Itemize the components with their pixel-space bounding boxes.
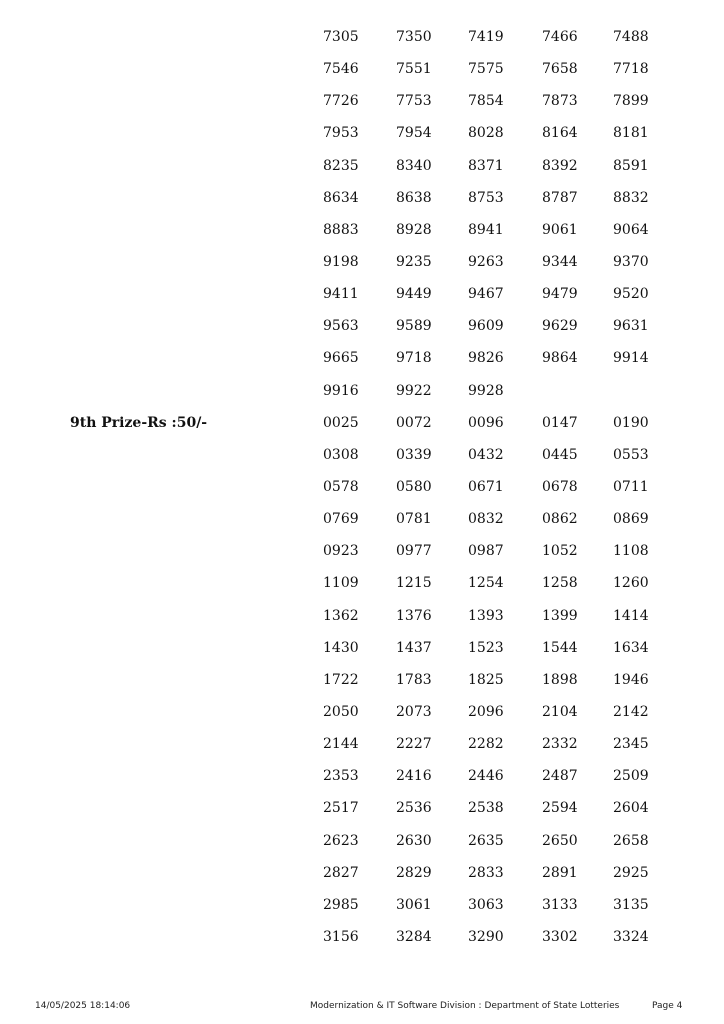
ticket-number: 2827 (323, 864, 359, 881)
ticket-number: 8028 (468, 125, 504, 142)
ticket-number: 0580 (396, 478, 432, 495)
ticket-number: 2517 (323, 800, 359, 817)
ticket-number: 2332 (542, 736, 578, 753)
ticket-number: 1898 (542, 671, 578, 688)
ticket-number: 2104 (542, 703, 578, 720)
ticket-number: 0769 (323, 511, 359, 528)
ticket-number: 2282 (468, 736, 504, 753)
ticket-number: 0862 (542, 511, 578, 528)
ticket-number: 1109 (323, 575, 359, 592)
ticket-number: 2604 (613, 800, 649, 817)
ticket-number: 2345 (613, 736, 649, 753)
ticket-number: 9064 (613, 221, 649, 238)
ticket-number: 9370 (613, 253, 649, 270)
ticket-number: 7546 (323, 61, 359, 78)
ticket-number: 2630 (396, 832, 432, 849)
ticket-number: 1215 (396, 575, 432, 592)
ticket-number: 2416 (396, 768, 432, 785)
footer-page-number: Page 4 (652, 1001, 683, 1011)
ticket-number: 7575 (468, 61, 504, 78)
ticket-number: 3324 (613, 928, 649, 945)
ticket-number: 1393 (468, 607, 504, 624)
ticket-number: 2623 (323, 832, 359, 849)
prize-number-table (0, 20, 724, 952)
ticket-number: 9826 (468, 350, 504, 367)
ticket-number: 3135 (613, 896, 649, 913)
ticket-number: 9718 (396, 350, 432, 367)
ticket-number: 8634 (323, 189, 359, 206)
ticket-number: 0445 (542, 446, 578, 463)
ticket-number: 1258 (542, 575, 578, 592)
ticket-number: 8638 (396, 189, 432, 206)
ticket-number: 2446 (468, 768, 504, 785)
ticket-number: 9061 (542, 221, 578, 238)
ticket-number: 1825 (468, 671, 504, 688)
ticket-number: 3061 (396, 896, 432, 913)
ticket-number: 2096 (468, 703, 504, 720)
ticket-number: 1946 (613, 671, 649, 688)
ticket-number: 2658 (613, 832, 649, 849)
footer-division: Modernization & IT Software Division : Department of State Lotteries (310, 1001, 620, 1011)
table-row (0, 856, 724, 888)
ticket-number: 1260 (613, 575, 649, 592)
table-row (0, 277, 724, 309)
table-row (0, 920, 724, 952)
table-row (0, 245, 724, 277)
ticket-number: 0987 (468, 543, 504, 560)
ticket-number: 2635 (468, 832, 504, 849)
ticket-number: 0578 (323, 478, 359, 495)
ticket-number: 2829 (396, 864, 432, 881)
ticket-number: 1254 (468, 575, 504, 592)
ticket-number: 0977 (396, 543, 432, 560)
ticket-number: 2509 (613, 768, 649, 785)
ticket-number: 8591 (613, 157, 649, 174)
ticket-number: 9563 (323, 318, 359, 335)
ticket-number: 0432 (468, 446, 504, 463)
ticket-number: 9479 (542, 286, 578, 303)
ticket-number: 9411 (323, 286, 359, 303)
ticket-number: 8832 (613, 189, 649, 206)
ticket-number: 1414 (613, 607, 649, 624)
table-row (0, 759, 724, 791)
ticket-number: 8787 (542, 189, 578, 206)
table-row (0, 84, 724, 116)
ticket-number: 2050 (323, 703, 359, 720)
table-row (0, 181, 724, 213)
table-row (0, 599, 724, 631)
ticket-number: 8941 (468, 221, 504, 238)
table-row (0, 309, 724, 341)
ticket-number: 9235 (396, 253, 432, 270)
prize-label: 9th Prize-Rs :50/- (70, 414, 208, 431)
ticket-number: 8883 (323, 221, 359, 238)
ticket-number: 0096 (468, 414, 504, 431)
table-row (0, 695, 724, 727)
ticket-number: 7873 (542, 93, 578, 110)
ticket-number: 9665 (323, 350, 359, 367)
ticket-number: 2227 (396, 736, 432, 753)
ticket-number: 9922 (396, 382, 432, 399)
ticket-number: 2142 (613, 703, 649, 720)
ticket-number: 9916 (323, 382, 359, 399)
ticket-number: 3290 (468, 928, 504, 945)
table-row (0, 20, 724, 52)
ticket-number: 0553 (613, 446, 649, 463)
ticket-number: 3156 (323, 928, 359, 945)
table-row (0, 438, 724, 470)
ticket-number: 9609 (468, 318, 504, 335)
ticket-number: 7899 (613, 93, 649, 110)
ticket-number: 0678 (542, 478, 578, 495)
ticket-number: 0832 (468, 511, 504, 528)
ticket-number: 9631 (613, 318, 649, 335)
ticket-number: 2073 (396, 703, 432, 720)
ticket-number: 7854 (468, 93, 504, 110)
ticket-number: 2538 (468, 800, 504, 817)
ticket-number: 0308 (323, 446, 359, 463)
ticket-number: 9449 (396, 286, 432, 303)
ticket-number: 7954 (396, 125, 432, 142)
ticket-number: 9589 (396, 318, 432, 335)
ticket-number: 2536 (396, 800, 432, 817)
table-row (0, 727, 724, 759)
table-row (0, 341, 724, 373)
ticket-number: 2985 (323, 896, 359, 913)
ticket-number: 3133 (542, 896, 578, 913)
table-row (0, 149, 724, 181)
ticket-number: 8392 (542, 157, 578, 174)
ticket-number: 9263 (468, 253, 504, 270)
table-row (0, 470, 724, 502)
ticket-number: 2487 (542, 768, 578, 785)
table-row (0, 566, 724, 598)
ticket-number: 1544 (542, 639, 578, 656)
ticket-number: 7419 (468, 29, 504, 45)
ticket-number: 9864 (542, 350, 578, 367)
ticket-number: 1376 (396, 607, 432, 624)
ticket-number: 3063 (468, 896, 504, 913)
ticket-number: 0072 (396, 414, 432, 431)
table-row (0, 213, 724, 245)
ticket-number: 2144 (323, 736, 359, 753)
ticket-number: 1437 (396, 639, 432, 656)
footer-datetime: 14/05/2025 18:14:06 (35, 1001, 131, 1011)
ticket-number: 7305 (323, 29, 359, 45)
ticket-number: 1052 (542, 543, 578, 560)
table-row (0, 406, 724, 438)
ticket-number: 7466 (542, 29, 578, 45)
ticket-number: 0869 (613, 511, 649, 528)
ticket-number: 1399 (542, 607, 578, 624)
table-row (0, 534, 724, 566)
ticket-number: 7953 (323, 125, 359, 142)
ticket-number: 7488 (613, 29, 649, 45)
ticket-number: 0025 (323, 414, 359, 431)
ticket-number: 0711 (613, 478, 649, 495)
table-row (0, 502, 724, 534)
ticket-number: 0339 (396, 446, 432, 463)
ticket-number: 2650 (542, 832, 578, 849)
ticket-number: 0671 (468, 478, 504, 495)
ticket-number: 8164 (542, 125, 578, 142)
ticket-number: 2925 (613, 864, 649, 881)
ticket-number: 1634 (613, 639, 649, 656)
ticket-number: 1430 (323, 639, 359, 656)
ticket-number: 9344 (542, 253, 578, 270)
table-row (0, 663, 724, 695)
table-row (0, 791, 724, 823)
ticket-number: 0781 (396, 511, 432, 528)
ticket-number: 8928 (396, 221, 432, 238)
table-row (0, 824, 724, 856)
ticket-number: 9467 (468, 286, 504, 303)
ticket-number: 0147 (542, 414, 578, 431)
table-row (0, 888, 724, 920)
ticket-number: 3284 (396, 928, 432, 945)
ticket-number: 8371 (468, 157, 504, 174)
ticket-number: 7350 (396, 29, 432, 45)
ticket-number: 8340 (396, 157, 432, 174)
ticket-number: 0190 (613, 414, 649, 431)
ticket-number: 2353 (323, 768, 359, 785)
ticket-number: 9928 (468, 382, 504, 399)
ticket-number: 7658 (542, 61, 578, 78)
ticket-number: 7718 (613, 61, 649, 78)
ticket-number: 1523 (468, 639, 504, 656)
table-row (0, 631, 724, 663)
ticket-number: 0923 (323, 543, 359, 560)
table-row (0, 374, 724, 406)
ticket-number: 2833 (468, 864, 504, 881)
ticket-number: 1108 (613, 543, 649, 560)
ticket-number: 9520 (613, 286, 649, 303)
page-footer (0, 1000, 724, 1014)
ticket-number: 7753 (396, 93, 432, 110)
ticket-number: 9629 (542, 318, 578, 335)
ticket-number: 9914 (613, 350, 649, 367)
ticket-number: 8235 (323, 157, 359, 174)
ticket-number: 9198 (323, 253, 359, 270)
ticket-number: 1362 (323, 607, 359, 624)
ticket-number: 3302 (542, 928, 578, 945)
ticket-number: 1783 (396, 671, 432, 688)
ticket-number: 8181 (613, 125, 649, 142)
ticket-number: 1722 (323, 671, 359, 688)
ticket-number: 7551 (396, 61, 432, 78)
ticket-number: 7726 (323, 93, 359, 110)
table-row (0, 52, 724, 84)
table-row (0, 116, 724, 148)
ticket-number: 2891 (542, 864, 578, 881)
ticket-number: 8753 (468, 189, 504, 206)
ticket-number: 2594 (542, 800, 578, 817)
